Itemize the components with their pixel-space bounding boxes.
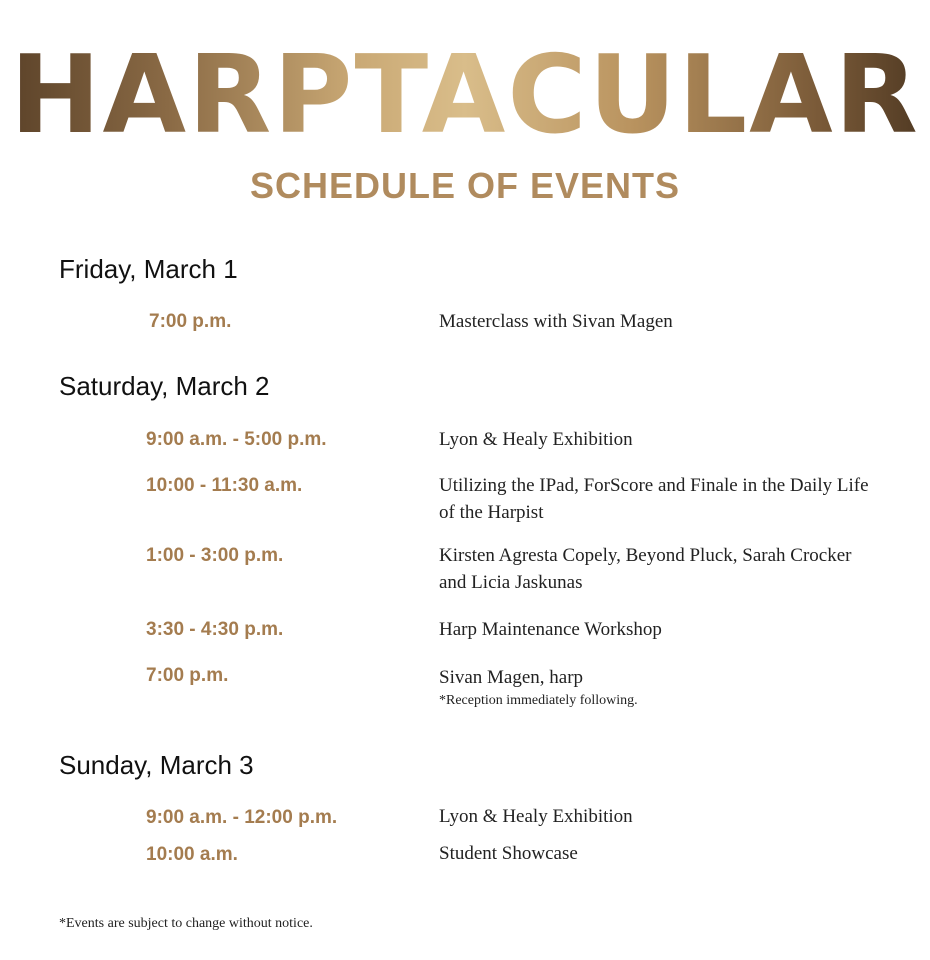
- event-time: 7:00 p.m.: [149, 311, 232, 332]
- event-time: 7:00 p.m.: [146, 665, 229, 686]
- event-time: 9:00 a.m. - 5:00 p.m.: [146, 429, 327, 450]
- event-description: Harp Maintenance Workshop: [439, 619, 662, 640]
- day-heading-sunday: Sunday, March 3: [59, 750, 254, 780]
- event-description: Utilizing the IPad, ForScore and Finale in the Daily Life of the Harpist: [439, 475, 869, 523]
- event-time: 10:00 - 11:30 a.m.: [146, 475, 303, 496]
- event-description: Student Showcase: [439, 843, 578, 864]
- event-description: Kirsten Agresta Copely, Beyond Pluck, Sarah Crocker and Licia Jaskunas: [439, 545, 852, 593]
- event-description: Lyon & Healy Exhibition: [439, 806, 633, 827]
- page-subtitle: SCHEDULE OF EVENTS: [249, 165, 681, 206]
- event-description: Sivan Magen, harp: [439, 667, 584, 688]
- event-note: *Reception immediately following.: [439, 693, 638, 708]
- footer-note: *Events are subject to change without notice.: [59, 916, 313, 931]
- day-heading-friday: Friday, March 1: [59, 254, 238, 284]
- page-title: HARPTACULAR: [0, 36, 930, 156]
- event-description: Masterclass with Sivan Magen: [439, 311, 673, 332]
- event-time: 3:30 - 4:30 p.m.: [146, 619, 284, 640]
- event-description: Lyon & Healy Exhibition: [439, 429, 633, 450]
- day-heading-saturday: Saturday, March 2: [59, 371, 270, 401]
- event-time: 10:00 a.m.: [146, 844, 238, 865]
- event-time: 9:00 a.m. - 12:00 p.m.: [146, 807, 338, 828]
- event-time: 1:00 - 3:00 p.m.: [146, 545, 284, 566]
